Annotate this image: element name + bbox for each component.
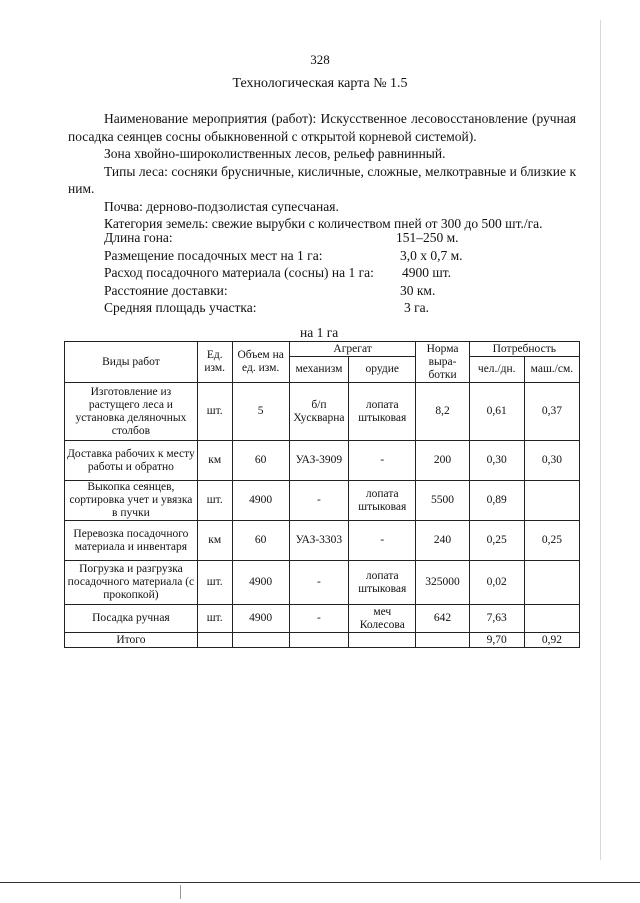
cell-unit: шт. <box>197 383 232 441</box>
cell-machine-shifts <box>524 561 579 605</box>
cell-mechanism: - <box>289 481 348 521</box>
header-aggregate: Агрегат <box>289 342 416 357</box>
cell-person-days: 7,63 <box>469 605 524 633</box>
cell-norm: 325000 <box>416 561 469 605</box>
cell-work: Изготовление из растущего леса и установка деляночных столбов <box>65 383 198 441</box>
cell-mechanism: УАЗ-3303 <box>289 521 348 561</box>
cell-machine-shifts: 0,30 <box>524 441 579 481</box>
cell-unit: шт. <box>197 481 232 521</box>
cell-mechanism: - <box>289 605 348 633</box>
cell-person-days: 0,02 <box>469 561 524 605</box>
cell-machine-shifts <box>524 481 579 521</box>
table-row <box>65 605 580 633</box>
header-person-days: чел./дн. <box>469 357 524 383</box>
cell-empty <box>349 633 416 648</box>
cell-tool: лопата штыковая <box>349 481 416 521</box>
spec-label: Расстояние доставки: <box>104 282 228 298</box>
table-row <box>65 521 580 561</box>
intro-zone: Зона хвойно-широколиственных лесов, рельеф равнинный. <box>104 146 446 161</box>
cell-norm: 200 <box>416 441 469 481</box>
works-table <box>64 341 580 648</box>
cell-work: Посадка ручная <box>65 605 198 633</box>
cell-machine-shifts: 0,37 <box>524 383 579 441</box>
intro-land-category: Категория земель: свежие вырубки с количеством пней от 300 до 500 шт./га. <box>104 216 543 231</box>
cell-unit: шт. <box>197 561 232 605</box>
spec-row <box>104 229 544 247</box>
cell-mechanism: - <box>289 561 348 605</box>
table-total-row <box>65 633 580 648</box>
cell-volume: 4900 <box>232 561 289 605</box>
cell-volume: 60 <box>232 521 289 561</box>
spec-row <box>104 264 544 282</box>
header-tool: орудие <box>349 357 416 383</box>
table-row <box>65 561 580 605</box>
cell-machine-shifts <box>524 605 579 633</box>
spec-label: Средняя площадь участка: <box>104 300 257 315</box>
cell-work: Погрузка и разгрузка посадочного материала (с прокопкой) <box>65 561 198 605</box>
header-norm: Норма выра-ботки <box>416 342 469 383</box>
header-work-types: Виды работ <box>65 342 198 383</box>
cell-work: Доставка рабочих к месту работы и обратно <box>65 441 198 481</box>
header-need: Потребность <box>469 342 579 357</box>
cell-mechanism: б/п Хускварна <box>289 383 348 441</box>
cell-unit: шт. <box>197 605 232 633</box>
cell-empty <box>232 633 289 648</box>
cell-unit: км <box>197 441 232 481</box>
cell-person-days: 0,25 <box>469 521 524 561</box>
spec-row <box>104 299 544 317</box>
spec-list <box>104 229 544 317</box>
table-row <box>65 481 580 521</box>
cell-volume: 60 <box>232 441 289 481</box>
intro-soil: Почва: дерново-подзолистая супесчаная. <box>104 198 339 214</box>
cell-tool: лопата штыковая <box>349 561 416 605</box>
cell-work: Выкопка сеянцев, сортировка учет и увязка в пучки <box>65 481 198 521</box>
bottom-rule <box>0 882 640 883</box>
cell-volume: 5 <box>232 383 289 441</box>
table-header-row <box>65 342 580 357</box>
cell-tool: - <box>349 521 416 561</box>
cell-empty <box>289 633 348 648</box>
spec-label: Расход посадочного материала (сосны) на 1 га: <box>104 265 374 280</box>
scan-tick-mark <box>180 885 181 899</box>
spec-value: 3,0 х 0,7 м. <box>400 247 463 263</box>
spec-label: Размещение посадочных мест на 1 га: <box>104 247 323 263</box>
table-caption: на 1 га <box>300 325 339 340</box>
intro-forest-types: Типы леса: сосняки брусничные, кисличные, сложные, мелкотравные и близкие к ним. <box>68 163 576 196</box>
cell-norm: 5500 <box>416 481 469 521</box>
header-unit: Ед. изм. <box>197 342 232 383</box>
intro-text <box>68 110 576 233</box>
cell-norm: 240 <box>416 521 469 561</box>
cell-empty <box>416 633 469 648</box>
page-number: 328 <box>310 52 330 67</box>
spec-row <box>104 247 544 265</box>
header-mechanism: механизм <box>289 357 348 383</box>
spec-value: 3 га. <box>404 300 430 315</box>
intro-activity: Наименование мероприятия (работ): Искусственное лесовосстановление (ручная посадка сеянцев сосны обыкновенной с открытой корневой системой). <box>68 111 576 144</box>
cell-norm: 642 <box>416 605 469 633</box>
cell-volume: 4900 <box>232 605 289 633</box>
document-title: Технологическая карта № 1.5 <box>232 76 408 91</box>
spec-value: 151–250 м. <box>396 230 459 245</box>
spec-row <box>104 282 544 300</box>
cell-total-machine-shifts: 0,92 <box>524 633 579 648</box>
page-edge-line <box>600 20 601 860</box>
table-row <box>65 383 580 441</box>
table-row <box>65 441 580 481</box>
cell-person-days: 0,89 <box>469 481 524 521</box>
cell-mechanism: УАЗ-3909 <box>289 441 348 481</box>
cell-unit: км <box>197 521 232 561</box>
cell-total-person-days: 9,70 <box>469 633 524 648</box>
cell-total-label: Итого <box>65 633 198 648</box>
header-volume: Объем на ед. изм. <box>232 342 289 383</box>
spec-value: 30 км. <box>400 282 436 298</box>
header-machine-shifts: маш./см. <box>524 357 579 383</box>
cell-tool: меч Колесова <box>349 605 416 633</box>
cell-empty <box>197 633 232 648</box>
cell-tool: лопата штыковая <box>349 383 416 441</box>
cell-tool: - <box>349 441 416 481</box>
cell-person-days: 0,30 <box>469 441 524 481</box>
spec-value: 4900 шт. <box>402 265 452 280</box>
cell-work: Перевозка посадочного материала и инвентаря <box>65 521 198 561</box>
cell-person-days: 0,61 <box>469 383 524 441</box>
cell-norm: 8,2 <box>416 383 469 441</box>
cell-machine-shifts: 0,25 <box>524 521 579 561</box>
cell-volume: 4900 <box>232 481 289 521</box>
spec-label: Длина гона: <box>104 230 173 245</box>
